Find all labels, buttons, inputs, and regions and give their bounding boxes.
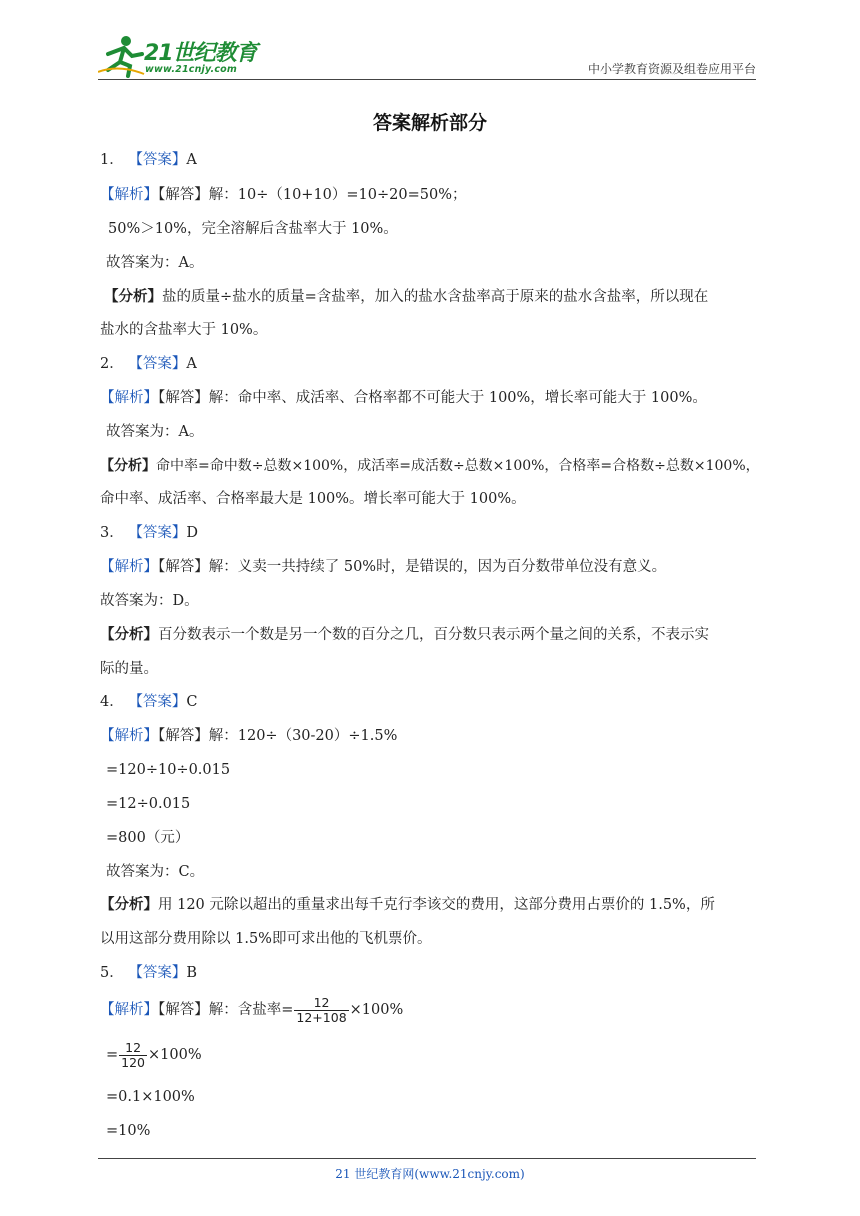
q3-answer-line: [100, 523, 198, 543]
logo-url: www.21cnjy.com: [145, 64, 237, 75]
q1-analysis-line2: 盐水的含盐率大于 10%。: [100, 322, 268, 338]
q5-fraction-1: [294, 996, 348, 1025]
q1-answer-tag: 【答案】: [128, 152, 187, 168]
q2-jieda: 【解答】解：命中率、成活率、合格率都不可能大于 100%，增长率可能大于 100%。: [158, 390, 707, 406]
q3-jiexi-tag: 【解析】: [100, 559, 158, 575]
q2-solution-line: [100, 388, 707, 408]
q1-fenxi-tag: 【分析】: [104, 288, 162, 305]
q5-answer-line: [100, 963, 197, 983]
q1-answer-line: [100, 150, 197, 170]
q4-step-2: =120÷10÷0.015: [106, 762, 231, 778]
q4-jiexi-tag: 【解析】: [100, 728, 158, 744]
q1-conclusion: 故答案为：A。: [106, 255, 204, 271]
page-footer[interactable]: 21 世纪教育网(www.21cnjy.com): [335, 1167, 525, 1181]
q4-solution-line: [100, 726, 397, 746]
q3-conclusion: 故答案为：D。: [100, 593, 199, 609]
q1-jieda: 【解答】解：10÷（10+10）=10÷20=50%；: [158, 187, 467, 203]
q1-solution-line: [100, 185, 466, 205]
q2-jiexi-tag: 【解析】: [100, 390, 158, 406]
q5-jiexi-tag: 【解析】: [100, 1002, 158, 1018]
site-logo[interactable]: [98, 34, 278, 78]
q5-fraction-1-denominator: 12+108: [296, 1009, 347, 1025]
q2-analysis-line2: 命中率、成活率、合格率最大是 100%。增长率可能大于 100%。: [100, 491, 526, 507]
q3-number: 3．: [100, 525, 124, 541]
q5-step-4: =10%: [106, 1123, 151, 1139]
q3-jieda: 【解答】解：义卖一共持续了 50%时，是错误的，因为百分数带单位没有意义。: [158, 559, 667, 575]
q5-number: 5．: [100, 965, 124, 981]
q1-fenxi1: 盐的质量÷盐水的质量=含盐率，加入的盐水含盐率高于原来的盐水含盐率，所以现在: [162, 289, 709, 305]
q5-fraction-1-numerator: 12: [313, 994, 330, 1010]
q1-jiexi-tag: 【解析】: [100, 187, 158, 203]
page-title: 答案解析部分: [372, 112, 487, 134]
q1-analysis-line1: [104, 287, 708, 307]
q5-fraction-2: [119, 1041, 147, 1070]
q5-fraction-2-denominator: 120: [121, 1054, 146, 1070]
q4-number: 4．: [100, 694, 124, 710]
q3-fenxi-tag: 【分析】: [100, 626, 158, 643]
page-header: [98, 30, 756, 80]
q5-step-3: =0.1×100%: [106, 1089, 195, 1105]
logo-text: 21世纪教育: [144, 41, 257, 66]
q2-conclusion: 故答案为：A。: [106, 424, 204, 440]
q2-number: 2．: [100, 356, 124, 372]
q4-jieda: 【解答】解：120÷（30-20）÷1.5%: [158, 728, 398, 744]
runner-logo-icon: [98, 34, 146, 78]
q5-jieda-pre: 【解答】解：含盐率=: [158, 1002, 294, 1018]
footer-divider: [98, 1158, 756, 1159]
q5-answer-tag: 【答案】: [128, 965, 187, 981]
q3-analysis-line2: 际的量。: [100, 661, 158, 677]
q4-answer-line: [100, 692, 197, 712]
q5-solution-line: [100, 995, 403, 1025]
q2-analysis-line1: [100, 456, 760, 476]
q2-answer-line: [100, 354, 197, 374]
q5-step-2-pre: =: [106, 1047, 119, 1063]
q1-number: 1．: [100, 152, 124, 168]
q3-fenxi1: 百分数表示一个数是另一个数的百分之几，百分数只表示两个量之间的关系，不表示实: [158, 627, 709, 643]
q4-step-3: =12÷0.015: [106, 796, 191, 812]
q4-answer-tag: 【答案】: [128, 694, 187, 710]
q5-fraction-2-numerator: 12: [125, 1039, 142, 1055]
q5-step-2: [106, 1040, 202, 1070]
q3-answer-tag: 【答案】: [128, 525, 187, 541]
q3-answer: D: [186, 525, 198, 541]
q1-step-2: 50%＞10%，完全溶解后含盐率大于 10%。: [108, 221, 398, 237]
q3-analysis-line1: [100, 625, 709, 645]
q4-fenxi-tag: 【分析】: [100, 896, 158, 913]
q4-fenxi1: 用 120 元除以超出的重量求出每千克行李该交的费用，这部分费用占票价的 1.5%，所: [158, 897, 715, 913]
q2-fenxi-tag: 【分析】: [100, 458, 156, 474]
q5-answer: B: [186, 965, 197, 981]
header-divider: [98, 79, 756, 80]
q5-jieda-post: ×100%: [349, 1002, 404, 1018]
q2-answer: A: [186, 356, 197, 372]
q1-answer: A: [186, 152, 197, 168]
q5-step-2-post: ×100%: [148, 1047, 202, 1063]
q4-step-4: =800（元）: [106, 830, 190, 846]
q2-fenxi1: 命中率=命中数÷总数×100%，成活率=成活数÷总数×100%，合格率=合格数÷总数×100%，: [156, 458, 760, 474]
q4-answer: C: [186, 694, 198, 710]
q2-answer-tag: 【答案】: [128, 356, 187, 372]
q4-analysis-line1: [100, 895, 715, 915]
header-platform-text: 中小学教育资源及组卷应用平台: [587, 62, 756, 76]
q3-solution-line: [100, 557, 666, 577]
q4-analysis-line2: 以用这部分费用除以 1.5%即可求出他的飞机票价。: [100, 931, 432, 947]
q4-conclusion: 故答案为：C。: [106, 864, 205, 880]
